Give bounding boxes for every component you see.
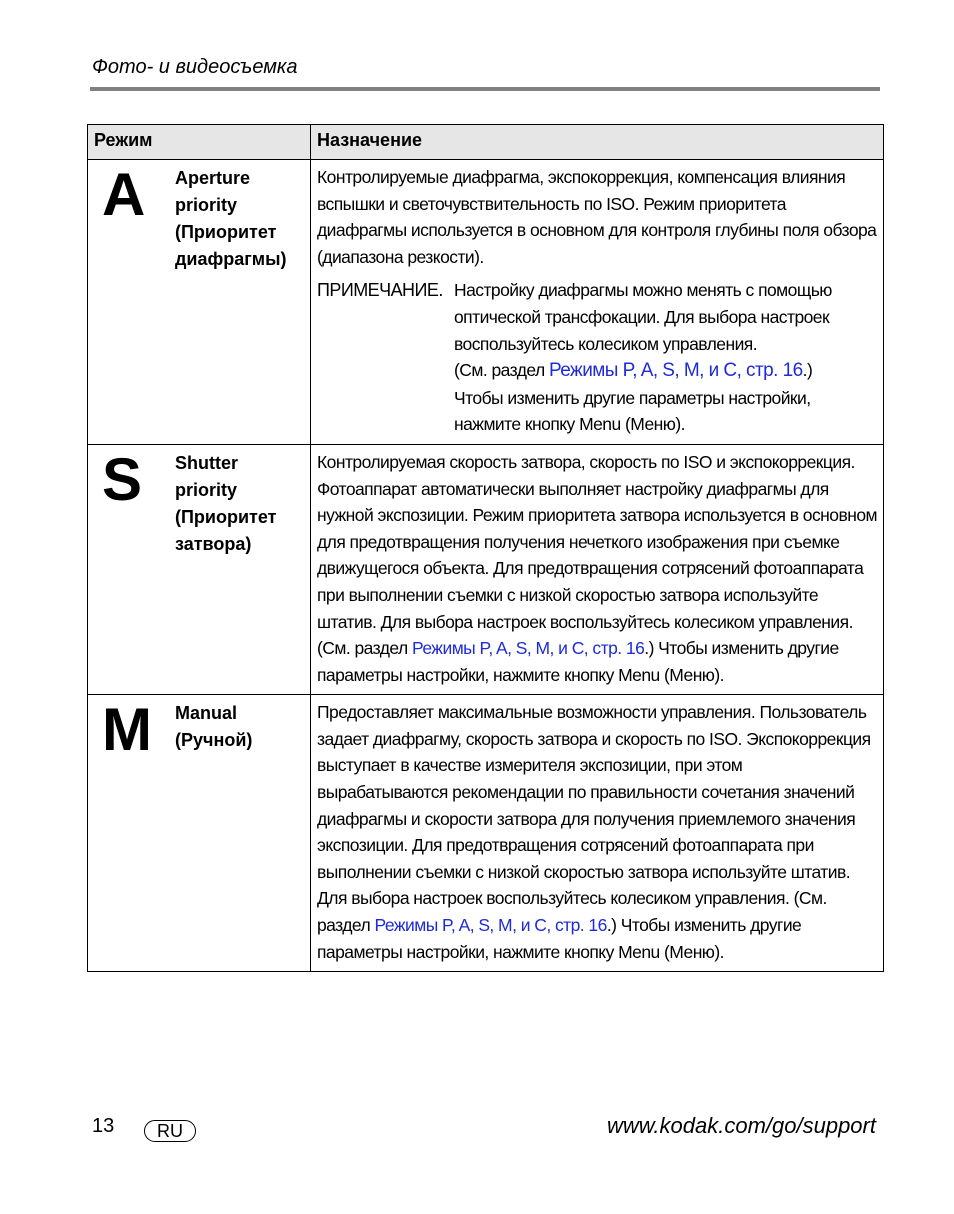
note-label: ПРИМЕЧАНИЕ.: [317, 280, 443, 301]
see-prefix: (См. раздел: [454, 360, 545, 381]
mode-cell-manual: [88, 695, 311, 972]
mode-name: [175, 445, 310, 558]
table-row: [88, 695, 884, 972]
header-divider: [90, 87, 880, 91]
page-section-title: Фото- и видеосъемка: [92, 56, 298, 78]
purpose-text: Предоставляет максимальные возможности управления. Пользователь задает диафрагму, скорость затвора и скорость по ISO. Экспокоррекция выступает в качестве измерителя экспозиции, при этом вырабатываются рекомендации по правильности сочетания значений диафрагмы и скорости затвора для получения приемлемого значения экспозиции. Для предотвращения сотрясений фотоаппарата при выполнении съемки с низкой скоростью затвора используйте штатив. Для выбора настроек воспользуйтесь колесиком управления.: [317, 702, 871, 909]
see-suffix: .): [802, 360, 813, 381]
mode-cell-aperture: [88, 160, 311, 445]
table-row: [88, 160, 884, 445]
note-block: [317, 277, 877, 438]
modes-page-link[interactable]: Режимы P, A, S, M, и C, стр. 16: [411, 638, 645, 659]
table-row: [88, 444, 884, 694]
mode-a-icon: A: [102, 161, 146, 228]
mode-name-line: priority: [175, 195, 238, 215]
mode-name-line: Shutter: [175, 452, 238, 473]
purpose-cell-manual: [311, 695, 884, 972]
mode-cell-shutter: [88, 444, 311, 694]
note-text: Чтобы изменить другие параметры настройки, нажмите кнопку Menu (Меню).: [454, 387, 811, 435]
purpose-text: Контролируемые диафрагма, экспокоррекция, компенсация влияния вспышки и светочувствительность по ISO. Режим приоритета диафрагмы используется в основном для контроля глубины поля обзора (диапазона резкости).: [317, 167, 877, 267]
note-text: Настройку диафрагмы можно менять с помощью оптической трансфокации. Для выбора настроек воспользуйтесь колесиком управления.: [454, 280, 832, 354]
purpose-text-block: [317, 449, 877, 688]
mode-name-line: priority: [175, 479, 238, 500]
column-header-purpose: Назначение: [311, 125, 884, 160]
modes-page-link[interactable]: Режимы P, A, S, M, и C, стр. 16: [374, 915, 607, 936]
see-suffix: .) Чтобы изменить другие параметры настройки, нажмите кнопку Menu (Меню).: [317, 915, 802, 962]
purpose-cell-shutter: [311, 444, 884, 694]
mode-name-line: диафрагмы): [175, 249, 287, 269]
see-prefix: (См. раздел: [317, 888, 827, 936]
mode-name: [175, 160, 310, 273]
language-badge: RU: [144, 1120, 196, 1142]
mode-name-line: Aperture: [175, 168, 251, 188]
table-header-row: [88, 125, 884, 160]
modes-page-link[interactable]: Режимы P, A, S, M, и C, стр. 16: [548, 360, 803, 382]
note-body: [454, 277, 877, 438]
mode-name-line: (Ручной): [175, 730, 253, 751]
modes-table: [87, 124, 884, 972]
mode-s-icon: S: [102, 445, 143, 513]
support-url[interactable]: www.kodak.com/go/support: [606, 1113, 876, 1138]
mode-name-line: (Приоритет: [175, 506, 277, 527]
purpose-cell-aperture: [311, 160, 884, 445]
purpose-text: Контролируемая скорость затвора, скорость по ISO и экспокоррекция. Фотоаппарат автоматически выполняет настройку диафрагмы для нужной экспозиции. Режим приоритета затвора используется в основном для предотвращения получения нечеткого изображения при съемке движущегося объекта. Для предотвращения сотрясений фотоаппарата при выполнении съемки с низкой скоростью затвора используйте штатив. Для выбора настроек воспользуйтесь колесиком управления.: [317, 451, 877, 632]
purpose-text-block: [317, 699, 877, 965]
mode-m-icon: M: [102, 696, 152, 764]
column-header-mode: Режим: [88, 125, 311, 160]
see-suffix: .) Чтобы изменить другие параметры настройки, нажмите кнопку Menu (Меню).: [317, 638, 839, 685]
mode-name: [175, 695, 310, 754]
mode-name-line: затвора): [175, 533, 252, 554]
mode-name-line: (Приоритет: [175, 222, 277, 242]
mode-name-line: Manual: [175, 703, 238, 724]
page-number: 13: [92, 1115, 115, 1137]
see-prefix: (См. раздел: [317, 638, 408, 659]
